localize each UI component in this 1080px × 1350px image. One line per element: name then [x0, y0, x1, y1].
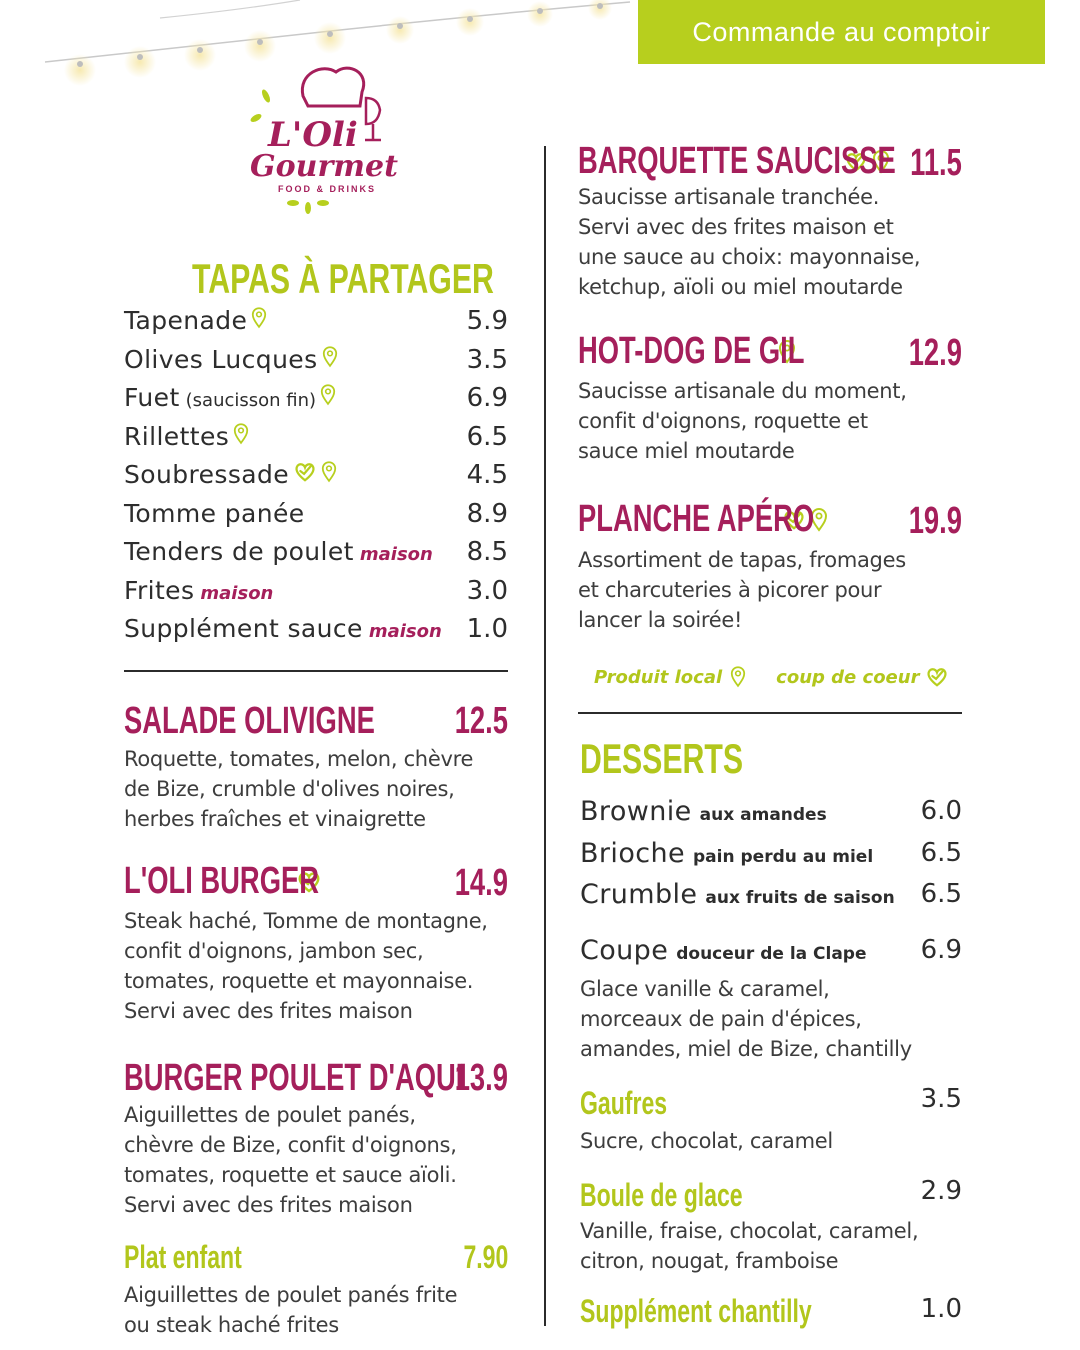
barquette-price [890, 140, 962, 185]
dessert-name: Crumble [580, 879, 698, 910]
gaufres-title [580, 1084, 701, 1122]
desc-line: de Bize, crumble d'olives noires, [124, 777, 455, 801]
legend-divider [578, 712, 962, 714]
hotdog-description [578, 376, 907, 466]
logo-line2: Gourmet [250, 149, 398, 184]
tapas-name: Supplément sauce [124, 614, 363, 643]
tapas-row [124, 460, 508, 489]
tapas-row [124, 306, 508, 335]
dessert-name: Brioche [580, 838, 686, 869]
logo-graphic-icon [248, 58, 398, 223]
hotdog-title-text: HOT-DOG DE GIL [578, 330, 805, 372]
dessert-note: aux fruits de saison [705, 888, 895, 908]
location-pin-icon [233, 423, 249, 445]
tapas-note: (saucisson fin) [185, 390, 317, 411]
dessert-price: 6.9 [920, 935, 962, 965]
tapas-price: 3.5 [466, 344, 508, 375]
hotdog-price [888, 330, 962, 375]
location-pin-icon [320, 384, 336, 406]
dessert-note: pain perdu au miel [693, 847, 874, 867]
glace-description [580, 1216, 918, 1276]
burger-price-text: 14.9 [454, 862, 508, 904]
burger-price [434, 860, 508, 905]
chantilly-title [580, 1292, 902, 1330]
banner-label: Commande au comptoir [692, 16, 991, 47]
barquette-title [578, 140, 896, 183]
coupe-description [580, 974, 912, 1064]
desserts-title-text: DESSERTS [580, 735, 744, 782]
desc-line: chèvre de Bize, confit d'oignons, [124, 1133, 457, 1157]
desc-line: amandes, miel de Bize, chantilly [580, 1037, 912, 1061]
dessert-name: Coupe [580, 935, 669, 966]
tapas-row [124, 383, 508, 412]
kids-meal-description [124, 1280, 457, 1340]
planche-description [578, 545, 906, 635]
dessert-note: douceur de la Clape [676, 944, 867, 964]
desc-line: tomates, roquette et sauce aïoli. [124, 1163, 457, 1187]
burger-title-text: L'OLI BURGER [124, 860, 319, 902]
tapas-maison-tag: maison [359, 544, 433, 565]
planche-price-text: 19.9 [908, 500, 962, 542]
tapas-price: 1.0 [466, 614, 508, 644]
desc-line: Vanille, fraise, chocolat, caramel, [580, 1219, 919, 1243]
tapas-row [124, 422, 508, 451]
desc-line: Sucre, chocolat, caramel [580, 1129, 833, 1153]
dessert-row [580, 796, 962, 827]
desc-line: ketchup, aïoli ou miel moutarde [578, 275, 903, 299]
order-at-counter-banner [638, 0, 1045, 64]
icon-legend [594, 662, 954, 692]
kids-price-text: 7.90 [463, 1239, 508, 1275]
gaufres-description [580, 1126, 833, 1156]
location-pin-icon [322, 346, 338, 368]
column-divider [544, 146, 546, 1326]
glace-price: 2.9 [920, 1176, 962, 1206]
tapas-price: 8.5 [466, 537, 508, 567]
tapas-price: 6.5 [466, 421, 508, 452]
legend-favorite-label: coup de coeur [776, 666, 920, 688]
desc-line: Steak haché, Tomme de montagne, [124, 909, 488, 933]
tapas-name: Tomme panée [124, 498, 305, 528]
salade-title [124, 698, 472, 743]
desserts-section-title [580, 734, 806, 783]
tapas-title-text: TAPAS À PARTAGER [192, 255, 494, 302]
tapas-name: Tenders de poulet [124, 537, 354, 566]
desc-line: Servi avec des frites maison [124, 999, 413, 1023]
dessert-price: 6.5 [920, 879, 962, 909]
desc-line: Saucisse artisanale tranchée. [578, 185, 880, 209]
salade-description [124, 744, 473, 834]
chantilly-title-text: Supplément chantilly [580, 1293, 812, 1329]
location-pin-icon [730, 666, 746, 688]
restaurant-logo [248, 58, 398, 223]
hotdog-title [578, 330, 805, 373]
desc-line: confit d'oignons, roquette et [578, 409, 868, 433]
dessert-row [580, 935, 962, 966]
logo-tagline: FOOD & DRINKS [278, 184, 376, 194]
tapas-row [124, 499, 508, 528]
dessert-name: Brownie [580, 796, 692, 827]
desc-line: Aiguillettes de poulet panés frite [124, 1283, 458, 1307]
desc-line: sauce miel moutarde [578, 439, 795, 463]
poulet-title-text: BURGER POULET D'AQUI [124, 1057, 464, 1099]
desc-line: herbes fraîches et vinaigrette [124, 807, 426, 831]
dessert-row [580, 838, 962, 869]
dessert-price: 6.5 [920, 838, 962, 868]
poulet-price-text: 13.9 [454, 1057, 508, 1099]
legend-local-label: Produit local [594, 666, 723, 688]
burger-title [124, 860, 322, 903]
desc-line: et charcuteries à picorer pour [578, 578, 882, 602]
salade-price-text: 12.5 [454, 700, 508, 742]
tapas-row [124, 537, 508, 566]
tapas-row [124, 576, 508, 605]
tapas-name: Fuet [124, 383, 180, 412]
burger-description [124, 906, 488, 1026]
desc-line: Glace vanille & caramel, [580, 977, 830, 1001]
tapas-price: 6.9 [466, 383, 508, 413]
gaufres-price: 3.5 [920, 1084, 962, 1114]
barquette-price-text: 11.5 [910, 142, 962, 184]
heart-icon [293, 461, 317, 483]
planche-price [888, 498, 962, 543]
desc-line: morceaux de pain d'épices, [580, 1007, 862, 1031]
tapas-name: Tapenade [124, 306, 248, 335]
desc-line: Aiguillettes de poulet panés, [124, 1103, 416, 1127]
chantilly-price: 1.0 [920, 1294, 962, 1324]
desc-line: une sauce au choix: mayonnaise, [578, 245, 921, 269]
tapas-name: Rillettes [124, 421, 230, 451]
kids-title-text: Plat enfant [124, 1239, 242, 1275]
kids-meal-price [446, 1238, 508, 1276]
glace-title-text: Boule de glace [580, 1177, 743, 1213]
tapas-maison-tag: maison [368, 621, 442, 642]
planche-title-text: PLANCHE APÉRO [578, 498, 815, 540]
barquette-title-text: BARQUETTE SAUCISSE [578, 140, 896, 182]
tapas-section-title [192, 254, 611, 303]
dessert-row [580, 879, 962, 910]
location-pin-icon [321, 461, 337, 483]
tapas-row [124, 345, 508, 374]
hotdog-price-text: 12.9 [908, 332, 962, 374]
desc-line: Saucisse artisanale du moment, [578, 379, 907, 403]
tapas-price: 5.9 [466, 306, 508, 336]
tapas-name: Olives Lucques [124, 344, 318, 374]
tapas-price: 4.5 [466, 460, 508, 490]
barquette-description [578, 182, 920, 302]
desc-line: confit d'oignons, jambon sec, [124, 939, 424, 963]
glace-title [580, 1176, 806, 1214]
desc-line: lancer la soirée! [578, 608, 743, 632]
tapas-maison-tag: maison [200, 582, 274, 604]
desc-line: ou steak haché frites [124, 1313, 339, 1337]
tapas-divider [124, 670, 508, 672]
desc-line: Servi avec des frites maison [124, 1193, 413, 1217]
gaufres-title-text: Gaufres [580, 1085, 668, 1121]
tapas-row [124, 614, 508, 643]
poulet-burger-title [124, 1055, 595, 1100]
dessert-price: 6.0 [920, 796, 962, 826]
desc-line: citron, nougat, framboise [580, 1249, 839, 1273]
kids-meal-title [124, 1238, 288, 1276]
tapas-price: 8.9 [466, 498, 508, 529]
desc-line: Roquette, tomates, melon, chèvre [124, 747, 474, 771]
dessert-note: aux amandes [699, 805, 827, 825]
salade-price [434, 698, 508, 743]
heart-icon [925, 666, 949, 688]
poulet-burger-description [124, 1100, 457, 1220]
tapas-price: 3.0 [466, 575, 508, 606]
desc-line: Assortiment de tapas, fromages [578, 548, 906, 572]
logo-line1: L'Oli [268, 115, 358, 155]
desc-line: Servi avec des frites maison et [578, 215, 894, 239]
desc-line: tomates, roquette et mayonnaise. [124, 969, 474, 993]
planche-title [578, 498, 828, 541]
location-pin-icon [251, 307, 267, 329]
poulet-burger-price [434, 1055, 508, 1100]
tapas-name: Frites [124, 575, 195, 605]
salade-title-text: SALADE OLIVIGNE [124, 700, 375, 742]
tapas-name: Soubressade [124, 460, 290, 489]
